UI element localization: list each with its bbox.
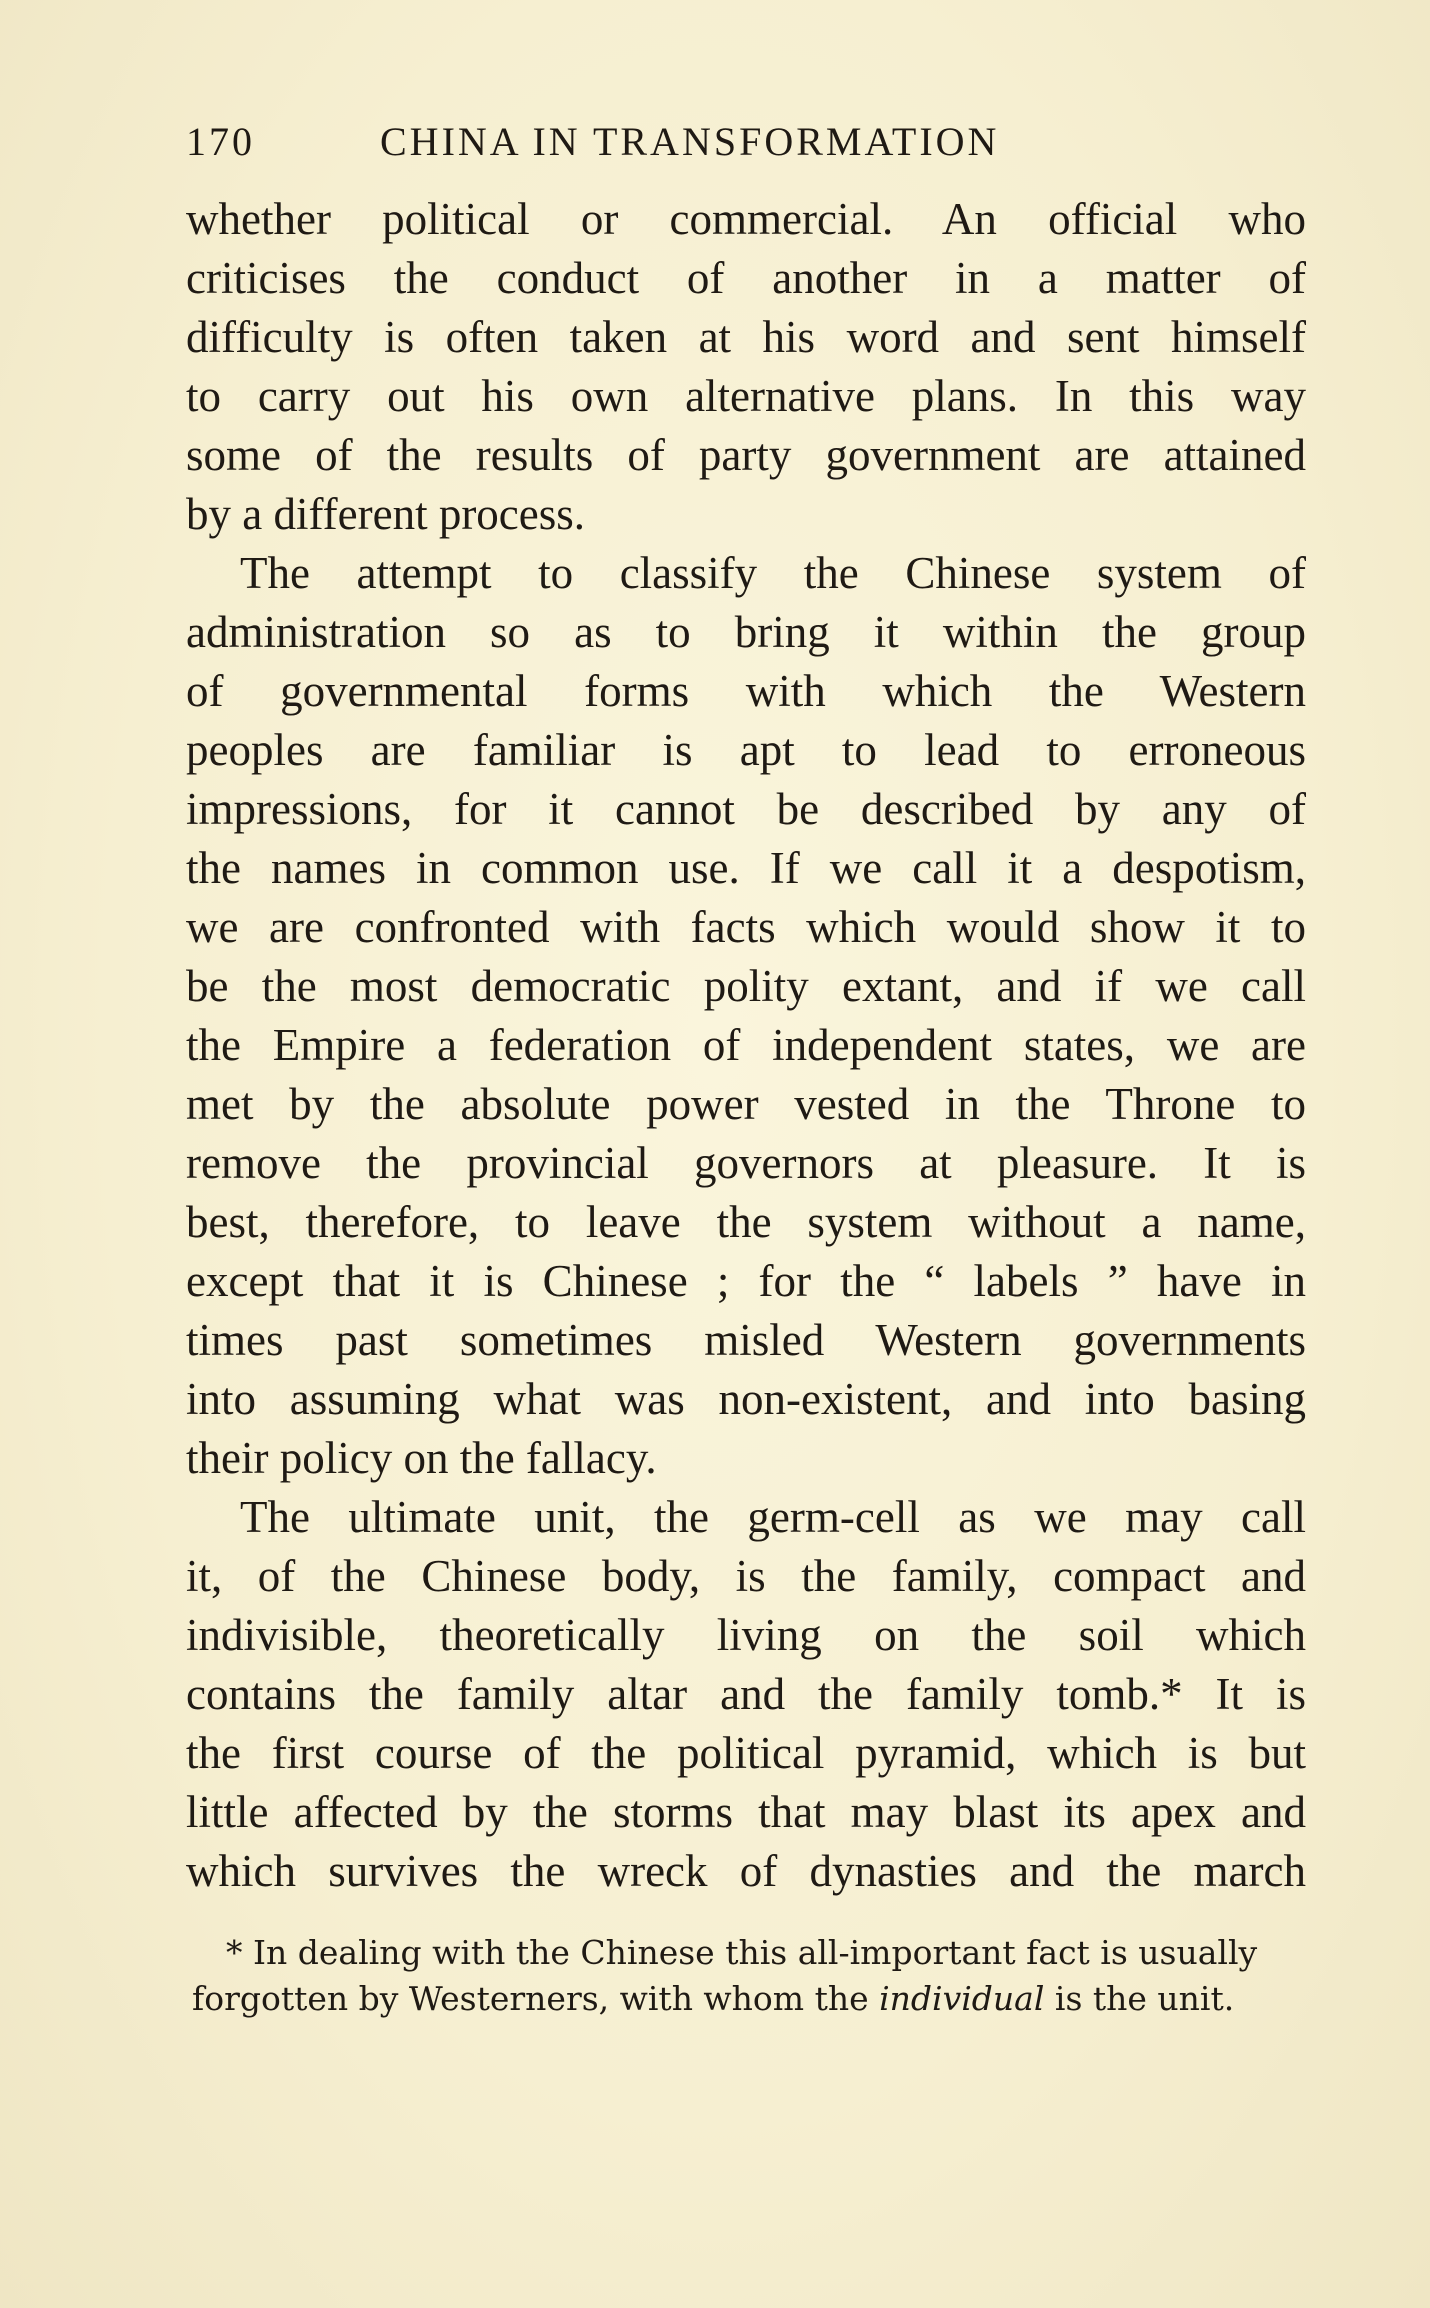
- text-line: whether political or commercial. An official who: [186, 194, 1306, 244]
- text-line: into assuming what was non-existent, and into basing: [186, 1374, 1306, 1424]
- text-line: to carry out his own alternative plans. In this way: [186, 371, 1306, 421]
- text-line: of governmental forms with which the Western: [186, 666, 1306, 716]
- text-line: which survives the wreck of dynasties and the march: [186, 1846, 1306, 1896]
- footnote-line: [192, 1976, 1312, 2022]
- footnote: [192, 1930, 1312, 2022]
- text-line: their policy on the fallacy.: [186, 1433, 657, 1483]
- text-line: The attempt to classify the Chinese system of: [240, 548, 1306, 598]
- text-line: times past sometimes misled Western governments: [186, 1315, 1306, 1365]
- text-line: administration so as to bring it within the group: [186, 607, 1306, 657]
- page-header: [186, 118, 1306, 178]
- footnote-text: is the unit.: [1044, 1979, 1235, 2018]
- text-line: the names in common use. If we call it a despotism,: [186, 843, 1306, 893]
- text-line: best, therefore, to leave the system without a name,: [186, 1197, 1306, 1247]
- text-line: indivisible, theoretically living on the soil which: [186, 1610, 1306, 1660]
- running-title: CHINA IN TRANSFORMATION: [380, 119, 1000, 164]
- footnote-line: * In dealing with the Chinese this all-important fact is usually: [226, 1933, 1258, 1972]
- body-text: [186, 190, 1306, 1901]
- text-line: little affected by the storms that may blast its apex and: [186, 1787, 1306, 1837]
- text-line: we are confronted with facts which would show it to: [186, 902, 1306, 952]
- text-line: contains the family altar and the family tomb.* It is: [186, 1669, 1306, 1719]
- text-line: criticises the conduct of another in a matter of: [186, 253, 1306, 303]
- text-line: the first course of the political pyramid, which is but: [186, 1728, 1306, 1778]
- text-line: except that it is Chinese ; for the “ labels ” have in: [186, 1256, 1306, 1306]
- text-line: peoples are familiar is apt to lead to erroneous: [186, 725, 1306, 775]
- text-line: impressions, for it cannot be described by any of: [186, 784, 1306, 834]
- text-line: it, of the Chinese body, is the family, compact and: [186, 1551, 1306, 1601]
- footnote-emphasis: individual: [879, 1979, 1045, 2018]
- text-line: met by the absolute power vested in the Throne to: [186, 1079, 1306, 1129]
- text-line: the Empire a federation of independent states, we are: [186, 1020, 1306, 1070]
- text-line: difficulty is often taken at his word and sent himself: [186, 312, 1306, 362]
- text-line: The ultimate unit, the germ-cell as we may call: [240, 1492, 1306, 1542]
- text-line: by a different process.: [186, 489, 586, 539]
- text-line: remove the provincial governors at pleasure. It is: [186, 1138, 1306, 1188]
- text-line: some of the results of party government are attained: [186, 430, 1306, 480]
- page-number: 170: [186, 119, 255, 164]
- footnote-text: forgotten by Westerners, with whom the: [192, 1979, 880, 2018]
- text-line: be the most democratic polity extant, and if we call: [186, 961, 1306, 1011]
